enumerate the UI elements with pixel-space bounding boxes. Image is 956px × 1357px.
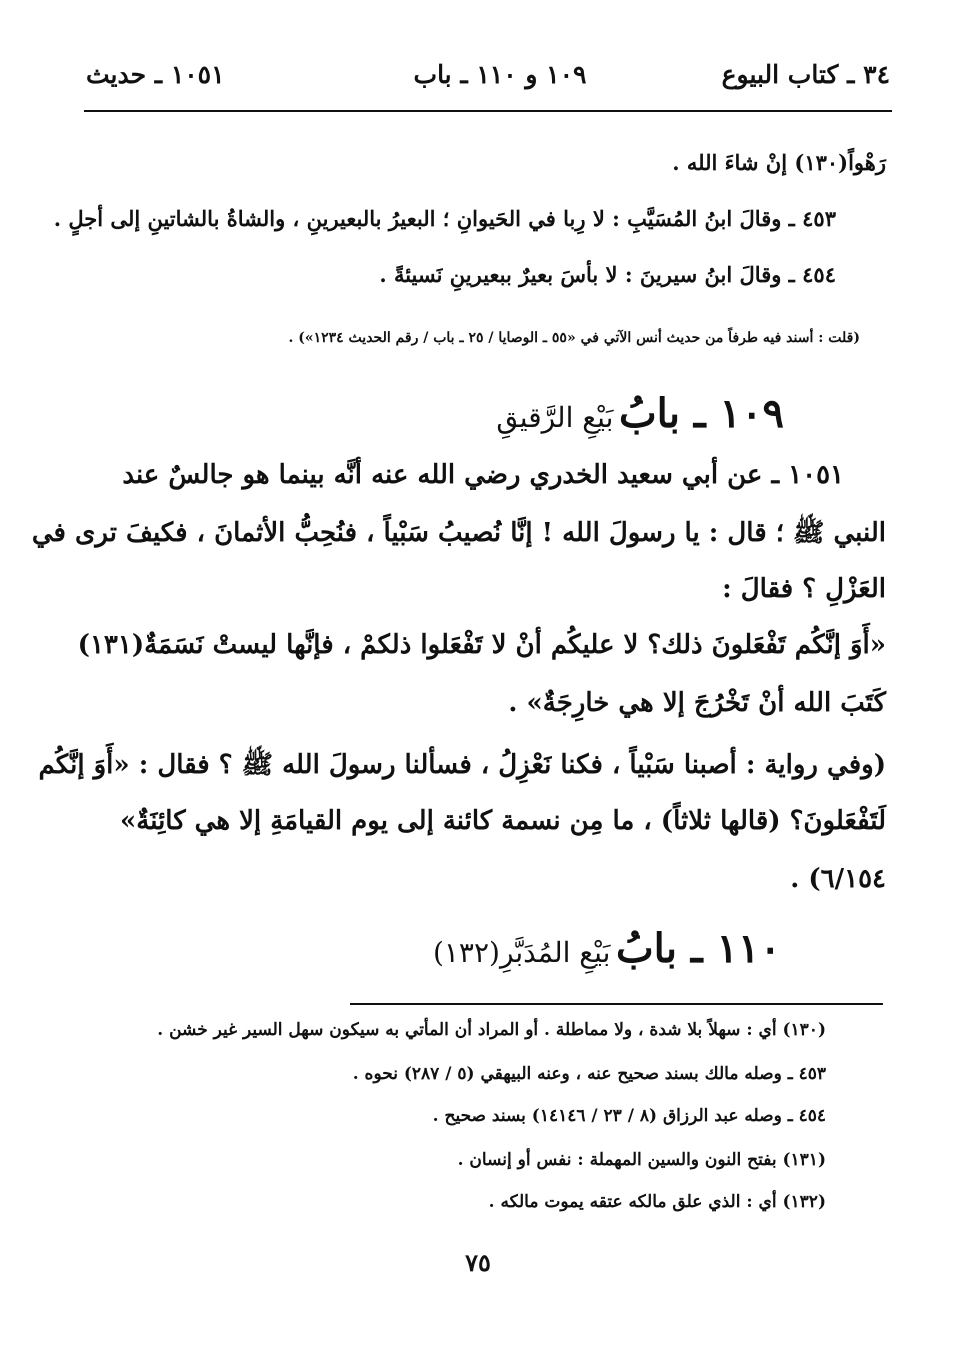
page-number: ٧٥ bbox=[465, 1248, 491, 1277]
hadith-line: النبي ﷺ ؛ قال : يا رسولَ الله ! إنَّا نُصيبُ سَبْياً ، فنُحِبُّ الأثمانَ ، فكيفَ ترى في bbox=[31, 518, 886, 548]
chapter-109-title: بَيْعِ الرَّقيقِ bbox=[496, 401, 614, 434]
footnote-rule bbox=[350, 1003, 883, 1005]
footnote: ٤٥٣ ـ وصله مالك بسند صحيح عنه ، وعنه البيهقي (٥ / ٢٨٧) نحوه . bbox=[352, 1064, 826, 1084]
footnote: (١٣٢) أي : الذي علق مالكه عتقه يموت مالكه . bbox=[488, 1192, 826, 1212]
athar-454: ٤٥٤ ـ وقالَ ابنُ سيرينَ : لا بأسَ بعيرٌ ببعيرينِ نَسيئةً . bbox=[379, 262, 836, 287]
hadith-line: كَتَبَ الله أنْ تَخْرُجَ إلا هي خارِجَةٌ» . bbox=[508, 688, 886, 718]
hadith-line: ١٠٥١ ـ عن أبي سعيد الخدري رضي الله عنه أنَّه بينما هو جالسٌ عند bbox=[122, 460, 844, 490]
running-header-hadith: ١٠٥١ ـ حديث bbox=[86, 60, 225, 89]
editor-note: (قلت : أسند فيه طرفاً من حديث أنس الآتي في «٥٥ ـ الوصايا / ٢٥ ـ باب / رقم الحديث ١٢٣٤») . bbox=[288, 330, 860, 346]
footnote: ٤٥٤ ـ وصله عبد الرزاق (٨ / ٢٣ / ١٤١٤٦) بسند صحيح . bbox=[432, 1106, 826, 1126]
hadith-line: لَتَفْعَلونَ؟ (قالها ثلاثاً) ، ما مِن نسمة كائنة إلى يوم القيامَةِ إلا هي كائِنَةٌ» bbox=[120, 806, 886, 836]
header-rule bbox=[84, 110, 892, 112]
hadith-line: (وفي رواية : أصبنا سَبْياً ، فكنا نَعْزِلُ ، فسألنا رسولَ الله ﷺ ؟ فقال : «أَوَ إنَّكُم bbox=[38, 750, 886, 780]
chapter-110-title: بَيْعِ المُدَبَّرِ(١٣٢) bbox=[432, 936, 611, 969]
hadith-line: العَزْلِ ؟ فقالَ : bbox=[722, 574, 886, 604]
hadith-line: ٦/١٥٤) . bbox=[790, 864, 886, 894]
footnote: (١٣١) بفتح النون والسين المهملة : نفس أو إنسان . bbox=[457, 1150, 826, 1170]
chapter-110-number: ١١٠ ـ بابُ bbox=[616, 925, 781, 972]
chapter-109-number: ١٠٩ ـ بابُ bbox=[619, 390, 784, 437]
running-header-book: ٣٤ ـ كتاب البيوع bbox=[721, 60, 890, 89]
chapter-110-heading bbox=[433, 925, 781, 972]
athar-453: ٤٥٣ ـ وقالَ ابنُ المُسَيَّبِ : لا رِبا في الحَيوانِ ؛ البعيرُ بالبعيرينِ ، والشاةُ بالشاتينِ إلى أجلٍ . bbox=[53, 206, 836, 231]
footnote: (١٣٠) أي : سهلاً بلا شدة ، ولا مماطلة . أو المراد أن المأتي به سيكون سهل السير غير خشن . bbox=[157, 1020, 826, 1040]
chapter-109-heading bbox=[496, 390, 784, 437]
hadith-line: «أَوَ إنَّكُم تَفْعَلونَ ذلك؟ لا عليكُم أنْ لا تَفْعَلوا ذلكمْ ، فإنَّها ليستْ نَسَمَةٌ(١٣١) bbox=[77, 630, 886, 660]
continuation-line: رَهْواً(١٣٠) إنْ شاءَ الله . bbox=[672, 150, 886, 175]
running-header-chapters: ١٠٩ و ١١٠ ـ باب bbox=[413, 60, 587, 89]
